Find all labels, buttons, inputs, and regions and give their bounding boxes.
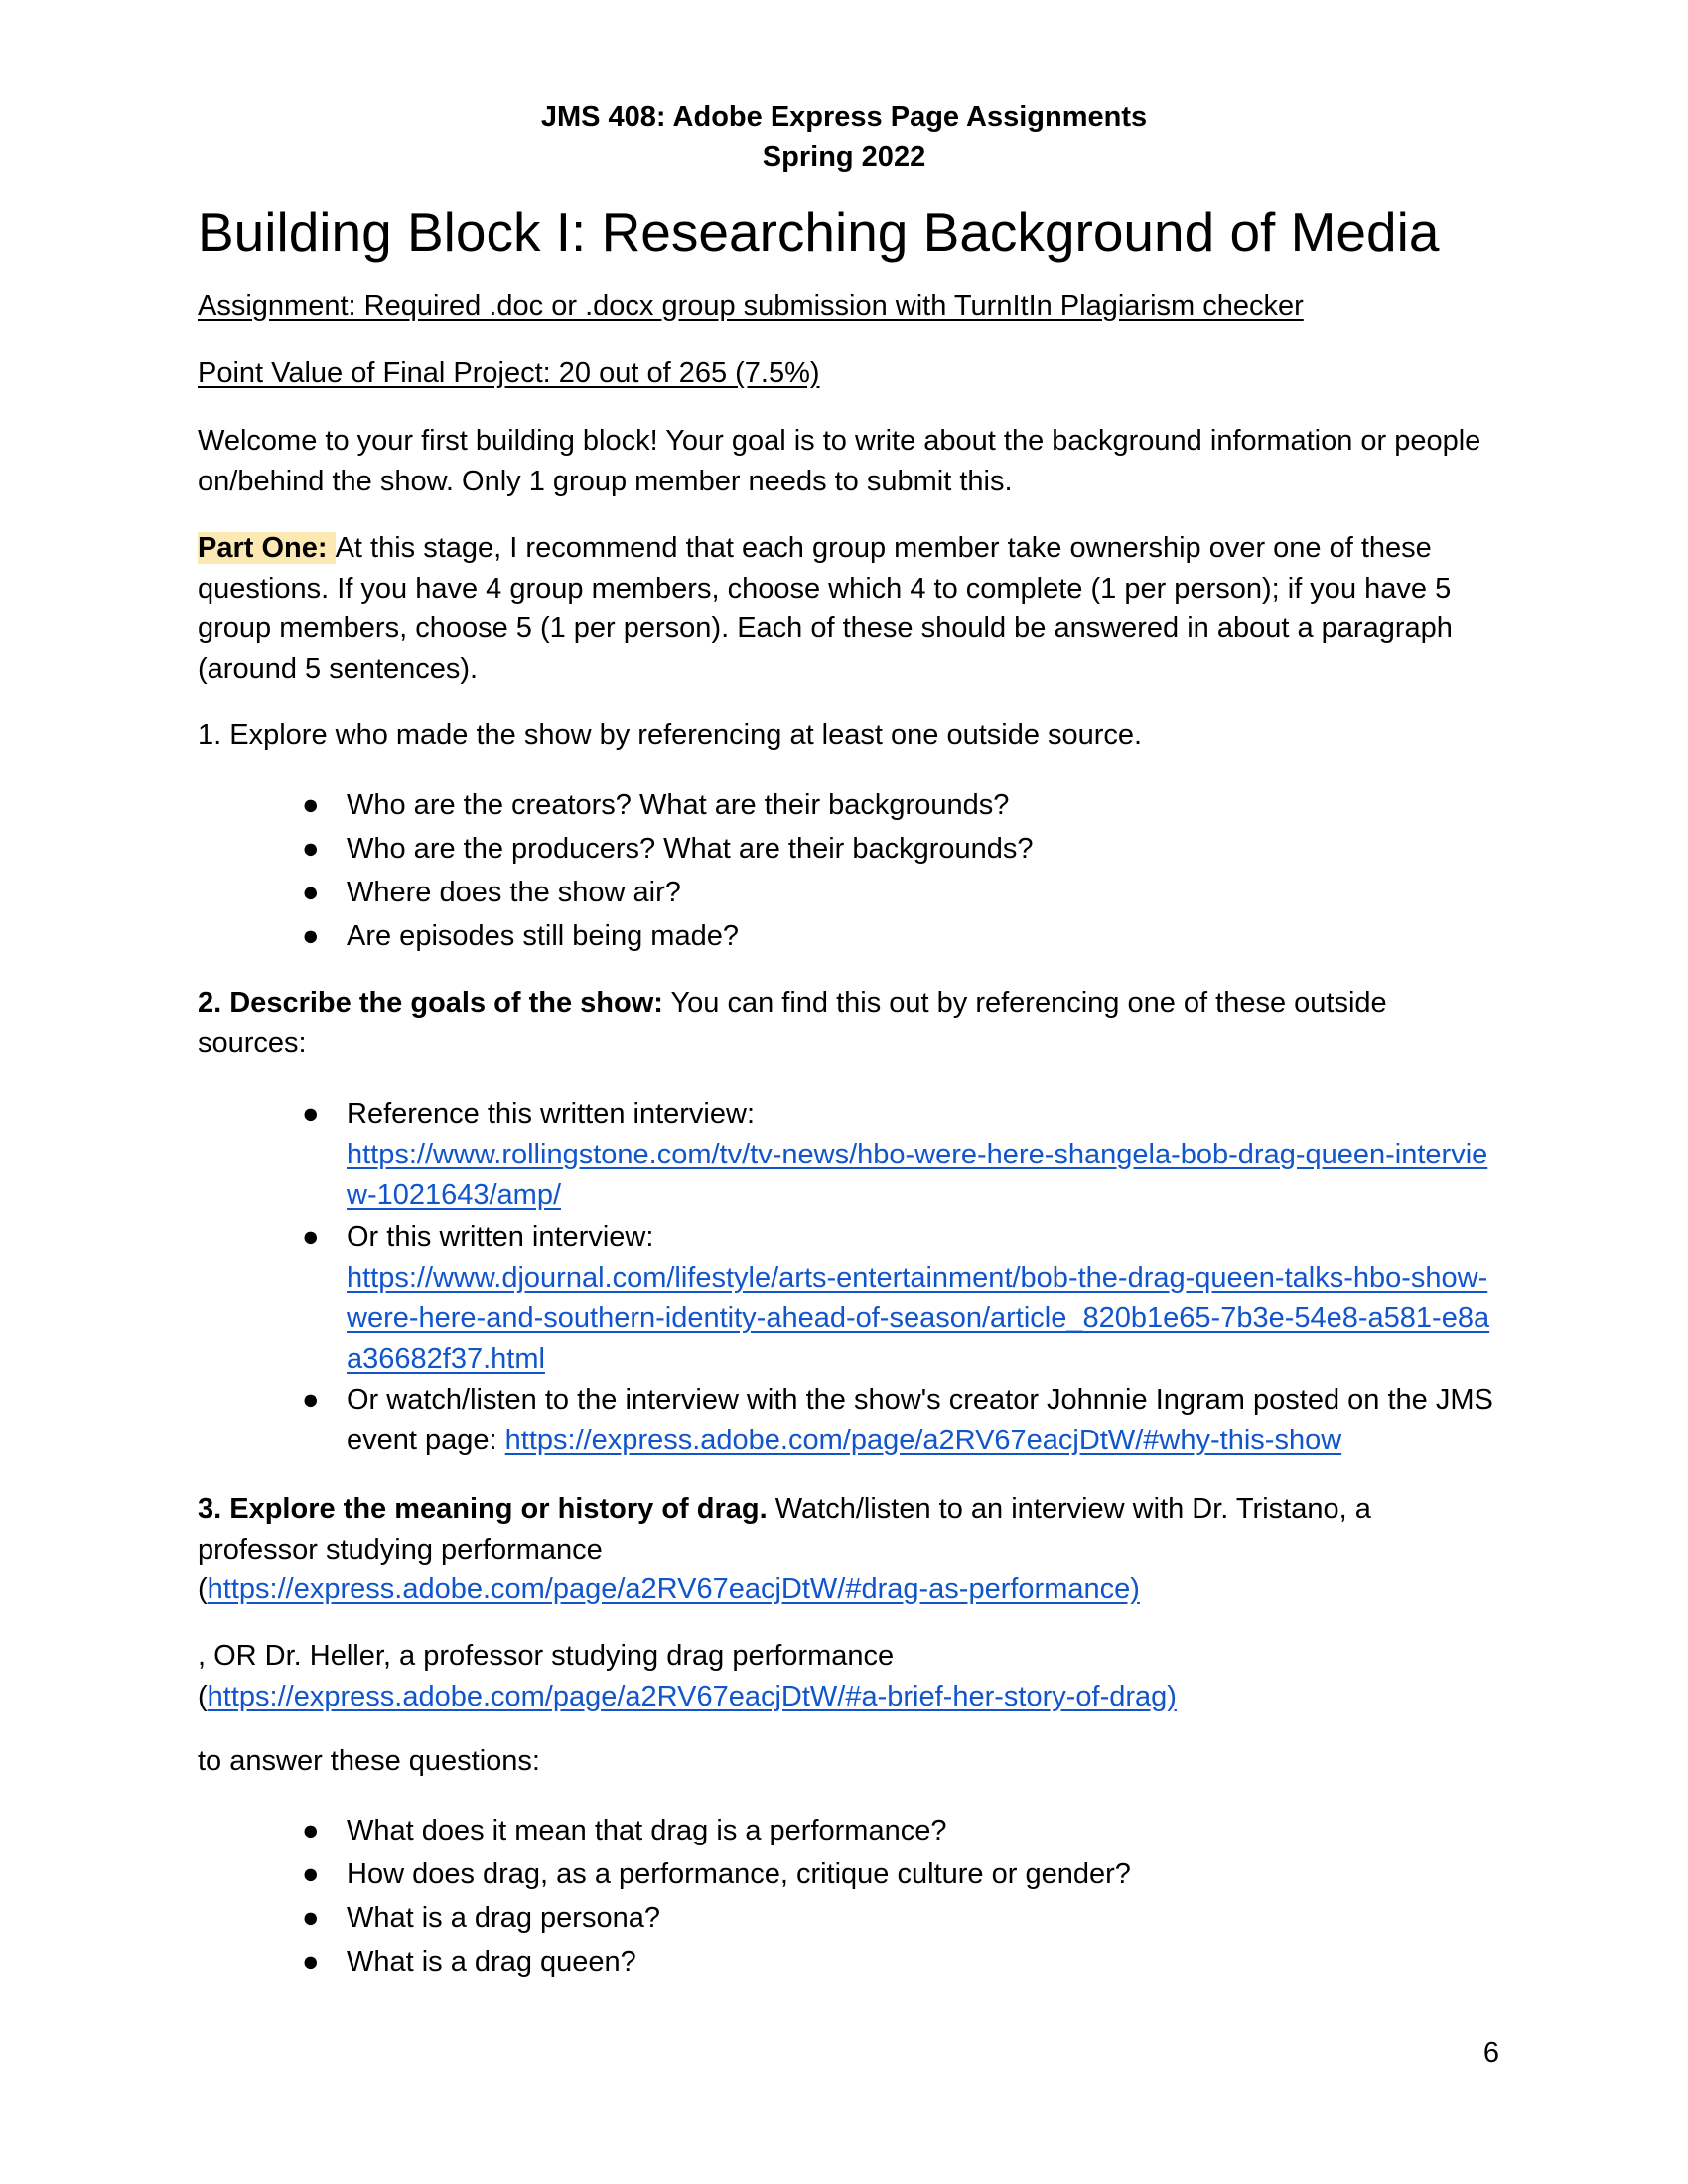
point-value-line: Point Value of Final Project: 20 out of 265 (7.5%) [198, 357, 820, 389]
part-one-label: Part One: [198, 532, 336, 564]
bullet-icon: ● [302, 789, 320, 821]
list-item [302, 785, 1498, 826]
list-item-text: Reference this written interview: [347, 1098, 755, 1130]
term-heading: Spring 2022 [762, 141, 926, 173]
bullet-icon: ● [302, 1815, 320, 1846]
bullet-icon: ● [302, 920, 320, 952]
course-heading: JMS 408: Adobe Express Page Assignments [540, 101, 1148, 133]
list-item-text: What is a drag queen? [347, 1946, 636, 1978]
list-item [302, 916, 1498, 957]
question-3 [198, 1489, 1498, 1610]
list-item [302, 1217, 1498, 1380]
bullet-icon: ● [302, 1858, 320, 1890]
assignment-line: Assignment: Required .doc or .docx group submission with TurnItIn Plagiarism checker [198, 290, 1304, 322]
list-item-text: Are episodes still being made? [347, 920, 739, 952]
question-3-text: Watch/listen to an interview with Dr. Tristano, a professor studying performance [198, 1493, 1371, 1566]
link-open-paren: ( [198, 1680, 208, 1712]
list-item-text: Or this written interview: [347, 1221, 654, 1253]
bullet-icon: ● [302, 1221, 320, 1253]
djournal-link[interactable]: https://www.djournal.com/lifestyle/arts-entertainment/bob-the-drag-queen-talks-hbo-show-were-here-and-southern-identity-ahead-of-season/article_820b1e65-7b3e-54e8-a581-e8aa36682f37.html [347, 1262, 1490, 1375]
welcome-paragraph: Welcome to your first building block! Your goal is to write about the background information or people on/behind the show. Only 1 group member needs to submit this. [198, 425, 1481, 497]
bullet-icon: ● [302, 833, 320, 865]
question-2-text: You can find this out by referencing one of these outside sources: [198, 987, 1387, 1059]
part-one-text: At this stage, I recommend that each group member take ownership over one of these questions. If you have 4 group members, choose which 4 to complete (1 per person); if you have 5 group members, choose 5 (1 per person). Each of these should be answered in about a paragraph (around 5 sentences). [198, 532, 1453, 685]
bullet-icon: ● [302, 877, 320, 908]
list-item [302, 1898, 1498, 1939]
rollingstone-link[interactable]: https://www.rollingstone.com/tv/tv-news/hbo-were-here-shangela-bob-drag-queen-interview-1021643/amp/ [347, 1139, 1488, 1211]
bullet-icon: ● [302, 1098, 320, 1130]
question-2 [198, 983, 1498, 1063]
list-item-text: What is a drag persona? [347, 1902, 660, 1934]
heller-text: , OR Dr. Heller, a professor studying drag performance [198, 1640, 895, 1672]
question-1: 1. Explore who made the show by referencing at least one outside source. [198, 719, 1143, 751]
list-item-text: Who are the creators? What are their backgrounds? [347, 789, 1010, 821]
bullet-icon: ● [302, 1946, 320, 1978]
why-this-show-link[interactable]: https://express.adobe.com/page/a2RV67eacjDtW/#why-this-show [504, 1425, 1342, 1456]
bullet-icon: ● [302, 1384, 320, 1416]
bullet-icon: ● [302, 1902, 320, 1934]
page-title: Building Block I: Researching Background of Media [198, 202, 1440, 263]
list-item-text: Where does the show air? [347, 877, 681, 908]
list-item-text: What does it mean that drag is a performance? [347, 1815, 947, 1846]
list-item [302, 829, 1498, 870]
page-number: 6 [1482, 2037, 1499, 2069]
list-item-text: Or watch/listen to the interview with the show's creator Johnnie Ingram posted on the JMS event page: [347, 1384, 1493, 1456]
list-item [302, 1811, 1498, 1851]
list-item-text: Who are the producers? What are their backgrounds? [347, 833, 1034, 865]
her-story-of-drag-link[interactable]: https://express.adobe.com/page/a2RV67eacjDtW/#a-brief-her-story-of-drag) [207, 1680, 1177, 1712]
list-item [302, 1854, 1498, 1895]
list-item-text: How does drag, as a performance, critique culture or gender? [347, 1858, 1131, 1890]
question-2-heading: 2. Describe the goals of the show: [198, 987, 663, 1019]
list-item [302, 1380, 1498, 1461]
list-item [302, 1942, 1498, 1982]
drag-as-performance-link[interactable]: https://express.adobe.com/page/a2RV67eacjDtW/#drag-as-performance) [207, 1573, 1140, 1605]
heller-paragraph [198, 1636, 1498, 1716]
list-item [302, 873, 1498, 913]
part-one-paragraph [198, 528, 1498, 689]
list-item [302, 1094, 1498, 1216]
link-open-paren: ( [198, 1573, 208, 1605]
answer-prompt: to answer these questions: [198, 1745, 540, 1777]
question-3-heading: 3. Explore the meaning or history of drag. [198, 1493, 768, 1525]
